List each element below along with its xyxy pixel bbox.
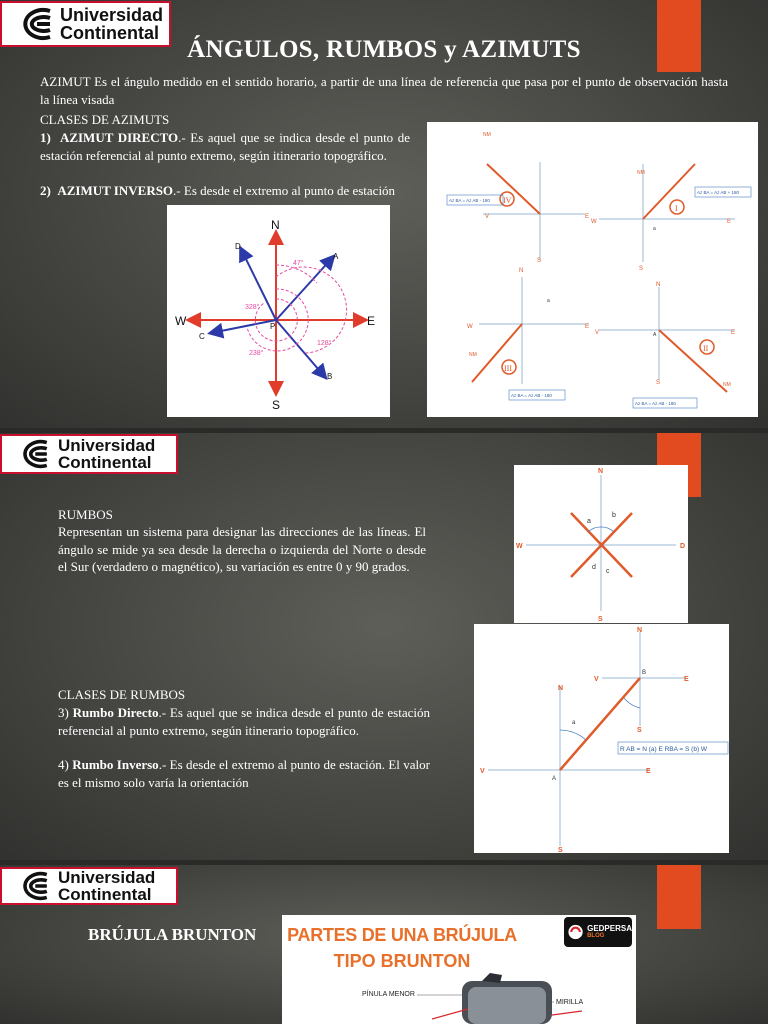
compass-w: W xyxy=(175,314,187,328)
rumbos-definition: Representan un sistema para designar las direcciones de las líneas. El ángulo se mide ya sea desde la derecha o izquierda del Norte o desde el Sur (verdadero o magnético), su variación es entre 0 y 90 grados. xyxy=(58,524,426,575)
item-1-num: 1) xyxy=(40,130,51,145)
quadrant-diagram xyxy=(427,122,758,417)
quad-2: II xyxy=(703,344,709,353)
logo-line1: Universidad xyxy=(58,868,156,887)
angle-328: 328° xyxy=(245,304,260,311)
fig1-w: W xyxy=(516,543,523,550)
poster-title-1: PARTES DE UNA BRÚJULA xyxy=(287,925,517,945)
logo-line1: Universidad xyxy=(60,5,164,25)
angle-47: 47° xyxy=(293,260,304,267)
logo-mark-icon xyxy=(8,439,52,469)
formula-2: Az BA = Az AB - 180 xyxy=(635,401,676,406)
university-logo xyxy=(0,867,178,905)
fig2-n-top: N xyxy=(637,627,643,634)
logo-line2: Continental xyxy=(58,885,152,904)
badge-sub: BLOG xyxy=(587,933,605,939)
quad-v1: V xyxy=(485,214,490,220)
item-4-text: .- Es desde el extremo al punto de estación. El valor es el mismo solo varía la orientación xyxy=(58,757,430,790)
rumbos-heading: RUMBOS xyxy=(58,507,113,522)
item-2-term: AZIMUT INVERSO xyxy=(57,183,174,198)
badge-text: GEDPERSA xyxy=(587,924,632,933)
fig1-a: a xyxy=(587,518,591,525)
quad-n4: N xyxy=(656,282,661,288)
fig2-v-top: V xyxy=(594,676,599,683)
quad-e3: E xyxy=(585,324,590,330)
quad-4: IV xyxy=(503,196,512,205)
logo-line2: Continental xyxy=(60,23,159,43)
item-2-num: 2) xyxy=(40,183,51,198)
compass-d: D xyxy=(235,242,241,251)
fig2-e: E xyxy=(646,768,651,775)
formula-4: Az BA = Az AB - 180 xyxy=(449,198,490,203)
rumbo-ab-figure xyxy=(474,624,729,853)
item-3-text: .- Es aquel que se indica desde el punto de estación referencial al punto extremo, según itinerario topográfico. xyxy=(58,705,430,738)
compass-c: C xyxy=(199,332,205,341)
item-3-num: 3) xyxy=(58,705,69,720)
azimut-item-2 xyxy=(40,182,410,200)
rumbo-ab-diagram xyxy=(474,624,729,853)
quad-a-label: a xyxy=(547,298,550,304)
azimut-quadrant-figure xyxy=(427,122,758,417)
quad-e4: E xyxy=(731,330,736,336)
item-1-term: AZIMUT DIRECTO xyxy=(59,130,179,145)
logo-mark-icon xyxy=(8,871,52,901)
quad-s2: S xyxy=(639,266,644,272)
fig2-n: N xyxy=(558,685,564,692)
fig2-angle: a xyxy=(572,720,576,726)
item-4-num: 4) xyxy=(58,757,69,772)
fig1-b: b xyxy=(612,512,616,519)
fig1-e: D xyxy=(680,543,686,550)
fig2-a: A xyxy=(552,776,557,782)
rumbo-cross-diagram xyxy=(514,465,688,623)
quad-a4: A xyxy=(653,332,657,338)
quad-e2: E xyxy=(727,219,732,225)
fig2-s: S xyxy=(558,847,563,853)
formula-3: Az BA = Az AB - 180 xyxy=(511,393,552,398)
quad-v4: V xyxy=(595,330,600,336)
quad-w2: W xyxy=(591,219,597,225)
angle-128: 128° xyxy=(317,340,332,347)
fig1-s: S xyxy=(598,616,603,623)
azimut-classes-heading: CLASES DE AZIMUTS xyxy=(40,112,170,127)
quad-3: III xyxy=(504,364,512,373)
fig2-b: B xyxy=(642,670,647,676)
quad-s1: S xyxy=(537,258,542,264)
brunton-heading: BRÚJULA BRUNTON xyxy=(88,925,257,944)
item-4-term: Rumbo Inverso xyxy=(72,757,159,772)
fig1-n: N xyxy=(598,468,604,475)
angle-238: 238° xyxy=(249,350,264,357)
compass-b: B xyxy=(327,372,333,381)
slide-2 xyxy=(0,433,768,860)
quad-nm1: NM xyxy=(483,132,491,138)
compass-a: A xyxy=(333,252,339,261)
fig2-s-top: S xyxy=(637,727,642,734)
label-pinula-menor: PÍNULA MENOR xyxy=(362,991,415,998)
slide-title: ÁNGULOS, RUMBOS y AZIMUTS xyxy=(187,36,581,63)
item-2-text: .- Es desde el extremo al punto de estación xyxy=(173,183,396,198)
compass-p: P xyxy=(270,322,276,331)
fig2-v: V xyxy=(480,768,485,775)
rumbo-item-3 xyxy=(58,704,430,739)
university-logo xyxy=(0,434,178,474)
fig2-e-top: E xyxy=(684,676,689,683)
quad-1: I xyxy=(675,204,678,213)
item-1-text: .- Es aquel que se indica desde el punto de estación referencial al punto extremo, según itinerario topográfico. xyxy=(40,130,410,163)
item-3-term: Rumbo Directo xyxy=(72,705,159,720)
quad-w3: W xyxy=(467,324,473,330)
accent-bar xyxy=(657,865,701,929)
compass-e: E xyxy=(367,314,376,328)
quad-s4: S xyxy=(656,380,661,386)
formula-1: Az BA = Az AB + 180 xyxy=(697,190,740,195)
quad-nm2: NM xyxy=(637,170,645,176)
rumbo-classes-heading: CLASES DE RUMBOS xyxy=(58,687,186,702)
quad-e1: E xyxy=(585,214,590,220)
compass-azimut-figure xyxy=(167,205,390,417)
quad-nm3: NM xyxy=(469,352,477,358)
compass-n: N xyxy=(271,218,280,232)
label-mirilla: MIRILLA xyxy=(556,999,584,1006)
poster-title-2: TIPO BRUNTON xyxy=(333,951,471,971)
rumbo-item-4 xyxy=(58,756,430,791)
quad-a-label2: a xyxy=(653,226,656,232)
fig2-formula: R AB = N (a) E RBA = S (b) W xyxy=(620,746,708,753)
logo-line1: Universidad xyxy=(58,436,156,455)
quad-nm4: NM xyxy=(723,382,731,388)
fig1-d: d xyxy=(592,564,596,571)
azimut-definition: AZIMUT Es el ángulo medido en el sentido horario, a partir de una línea de referencia que pasa por el punto de observación hasta la línea visada xyxy=(40,74,728,107)
compass-diagram xyxy=(167,205,390,417)
brunton-compass-icon xyxy=(282,915,636,1024)
brunton-poster xyxy=(282,915,636,1024)
azimut-item-1 xyxy=(40,129,410,164)
compass-s: S xyxy=(272,398,281,412)
slide-3 xyxy=(0,865,768,1024)
rumbo-cross-figure xyxy=(514,465,688,623)
slide-1 xyxy=(0,0,768,428)
fig1-c: c xyxy=(606,568,610,575)
logo-line2: Continental xyxy=(58,453,152,472)
quad-n3: N xyxy=(519,268,524,274)
